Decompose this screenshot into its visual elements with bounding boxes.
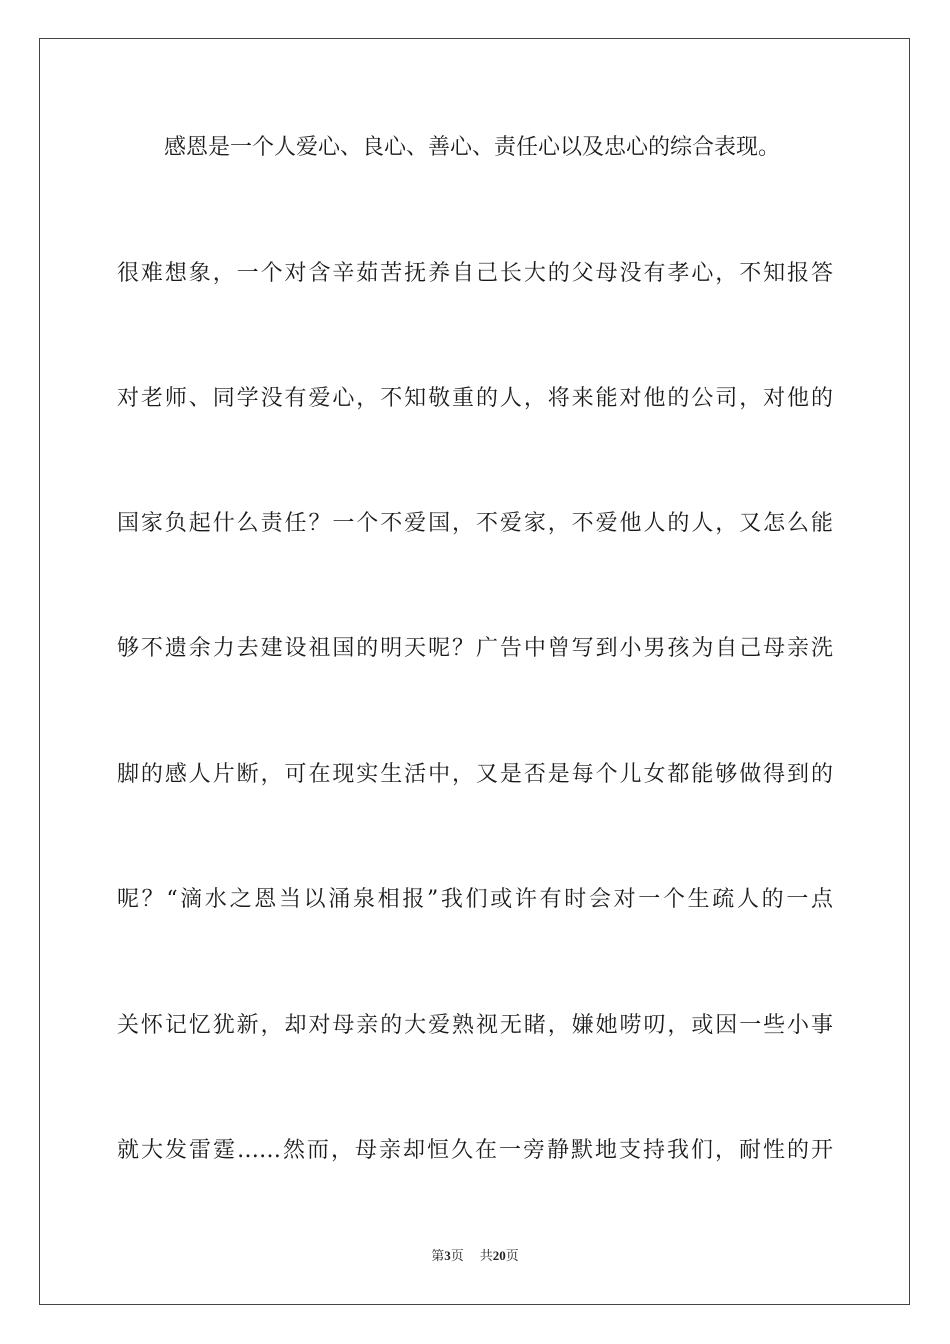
paragraph-line-6: 脚的感人片断，可在现实生活中，又是否是每个儿女都能够做得到的	[117, 762, 833, 787]
paragraph-line-7: 呢？“滴水之恩当以涌泉相报”我们或许有时会对一个生疏人的一点	[117, 887, 833, 912]
total-pages: 20	[492, 1248, 506, 1263]
page-prefix: 第	[431, 1248, 445, 1263]
page-suffix: 页	[450, 1248, 464, 1263]
paragraph-line-3: 对老师、同学没有爱心，不知敬重的人，将来能对他的公司，对他的	[117, 386, 833, 411]
paragraph-line-1: 感恩是一个人爱心、良心、善心、责任心以及忠心的综合表现。	[164, 135, 781, 160]
total-suffix: 页	[505, 1248, 519, 1263]
paragraph-line-4: 国家负起什么责任？一个不爱国，不爱家，不爱他人的人，又怎么能	[117, 511, 833, 536]
page-border	[39, 38, 910, 1305]
paragraph-line-9: 就大发雷霆……然而，母亲却恒久在一旁静默地支持我们，耐性的开	[117, 1138, 833, 1163]
page-footer	[0, 1247, 950, 1265]
page-number: 3	[444, 1248, 451, 1263]
paragraph-line-8: 关怀记忆犹新，却对母亲的大爱熟视无睹，嫌她唠叨，或因一些小事	[117, 1013, 833, 1038]
total-prefix: 共	[479, 1248, 493, 1263]
paragraph-line-5: 够不遗余力去建设祖国的明天呢？广告中曾写到小男孩为自己母亲洗	[117, 636, 833, 661]
paragraph-line-2: 很难想象，一个对含辛茹苦抚养自己长大的父母没有孝心，不知报答	[117, 261, 833, 286]
